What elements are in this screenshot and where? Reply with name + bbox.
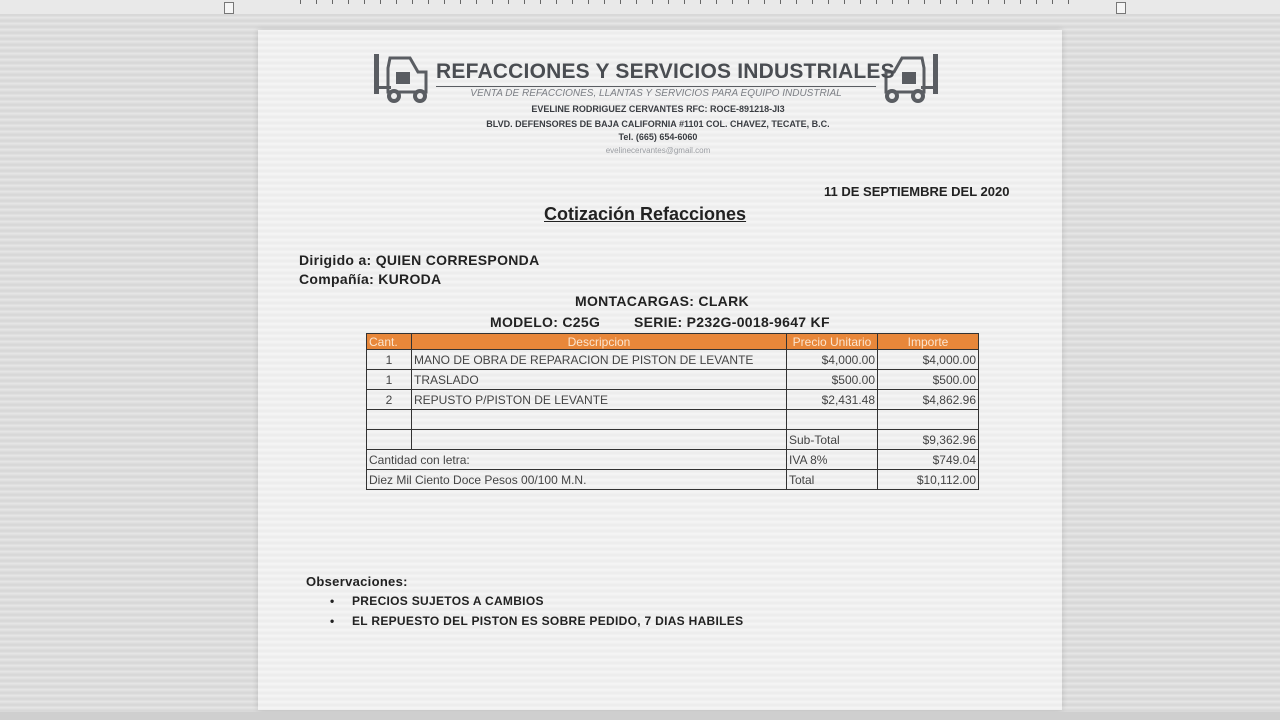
- serial: SERIE: P232G-0018-9647 KF: [634, 314, 830, 330]
- company-email: evelinecervantes@gmail.com: [605, 146, 711, 155]
- list-item: • EL REPUESTO DEL PISTON ES SOBRE PEDIDO, 7 DIAS HABILES: [330, 614, 743, 628]
- subtotal-label: Sub-Total: [787, 430, 878, 450]
- document-page: [258, 30, 1062, 710]
- amount-words: Diez Mil Ciento Doce Pesos 00/100 M.N.: [367, 470, 787, 490]
- company-client: Compañía: KURODA: [299, 271, 442, 287]
- iva-value: $749.04: [878, 450, 979, 470]
- document-date: 11 DE SEPTIEMBRE DEL 2020: [824, 184, 1010, 199]
- header-amount: Importe: [878, 334, 979, 350]
- observations-list: [330, 594, 743, 634]
- table-row: [367, 350, 979, 370]
- table-row: [367, 390, 979, 410]
- amount-words-label: Cantidad con letra:: [367, 450, 787, 470]
- addressee: Dirigido a: QUIEN CORRESPONDA: [299, 252, 540, 268]
- subtotal-row: [367, 430, 979, 450]
- row-description: REPUSTO P/PISTON DE LEVANTE: [412, 390, 787, 410]
- header-description: Descripcion: [412, 334, 787, 350]
- row-description: TRASLADO: [412, 370, 787, 390]
- model: MODELO: C25G: [490, 314, 601, 330]
- ruler-right-marker[interactable]: [1116, 2, 1126, 14]
- header-qty: Cant.: [367, 334, 412, 350]
- iva-label: IVA 8%: [787, 450, 878, 470]
- company-address: BLVD. DEFENSORES DE BAJA CALIFORNIA #1101 COL. CHAVEZ, TECATE, B.C.: [486, 119, 830, 129]
- table-row-empty: [367, 410, 979, 430]
- document-title: Cotización Refacciones: [544, 204, 747, 224]
- total-label: Total: [787, 470, 878, 490]
- row-qty: 2: [367, 390, 412, 410]
- company-phone: Tel. (665) 654-6060: [618, 132, 698, 142]
- row-amount: $500.00: [878, 370, 979, 390]
- company-tagline: VENTA DE REFACCIONES, LLANTAS Y SERVICIOS PARA EQUIPO INDUSTRIAL: [436, 86, 876, 99]
- quote-table: [366, 333, 979, 490]
- word-ruler: [0, 0, 1280, 14]
- row-amount: $4,862.96: [878, 390, 979, 410]
- iva-row: [367, 450, 979, 470]
- list-item: • PRECIOS SUJETOS A CAMBIOS: [330, 594, 743, 608]
- forklift-logo-icon: [370, 48, 434, 108]
- company-name: REFACCIONES Y SERVICIOS INDUSTRIALES: [436, 60, 895, 83]
- total-row: [367, 470, 979, 490]
- row-qty: 1: [367, 370, 412, 390]
- row-amount: $4,000.00: [878, 350, 979, 370]
- header-unit-price: Precio Unitario: [787, 334, 878, 350]
- row-unit-price: $4,000.00: [787, 350, 878, 370]
- subtotal-value: $9,362.96: [878, 430, 979, 450]
- table-row: [367, 370, 979, 390]
- ruler-marks: [300, 0, 1080, 4]
- row-description: MANO DE OBRA DE REPARACION DE PISTON DE LEVANTE: [412, 350, 787, 370]
- table-header-row: [367, 334, 979, 350]
- total-value: $10,112.00: [878, 470, 979, 490]
- row-unit-price: $2,431.48: [787, 390, 878, 410]
- company-owner-rfc: EVELINE RODRIGUEZ CERVANTES RFC: ROCE-891218-JI3: [531, 104, 785, 114]
- row-unit-price: $500.00: [787, 370, 878, 390]
- observations-title: Observaciones:: [306, 574, 408, 589]
- ruler-indent-marker[interactable]: [224, 2, 234, 14]
- status-bar: [0, 712, 1280, 720]
- row-qty: 1: [367, 350, 412, 370]
- equipment: MONTACARGAS: CLARK: [575, 293, 749, 309]
